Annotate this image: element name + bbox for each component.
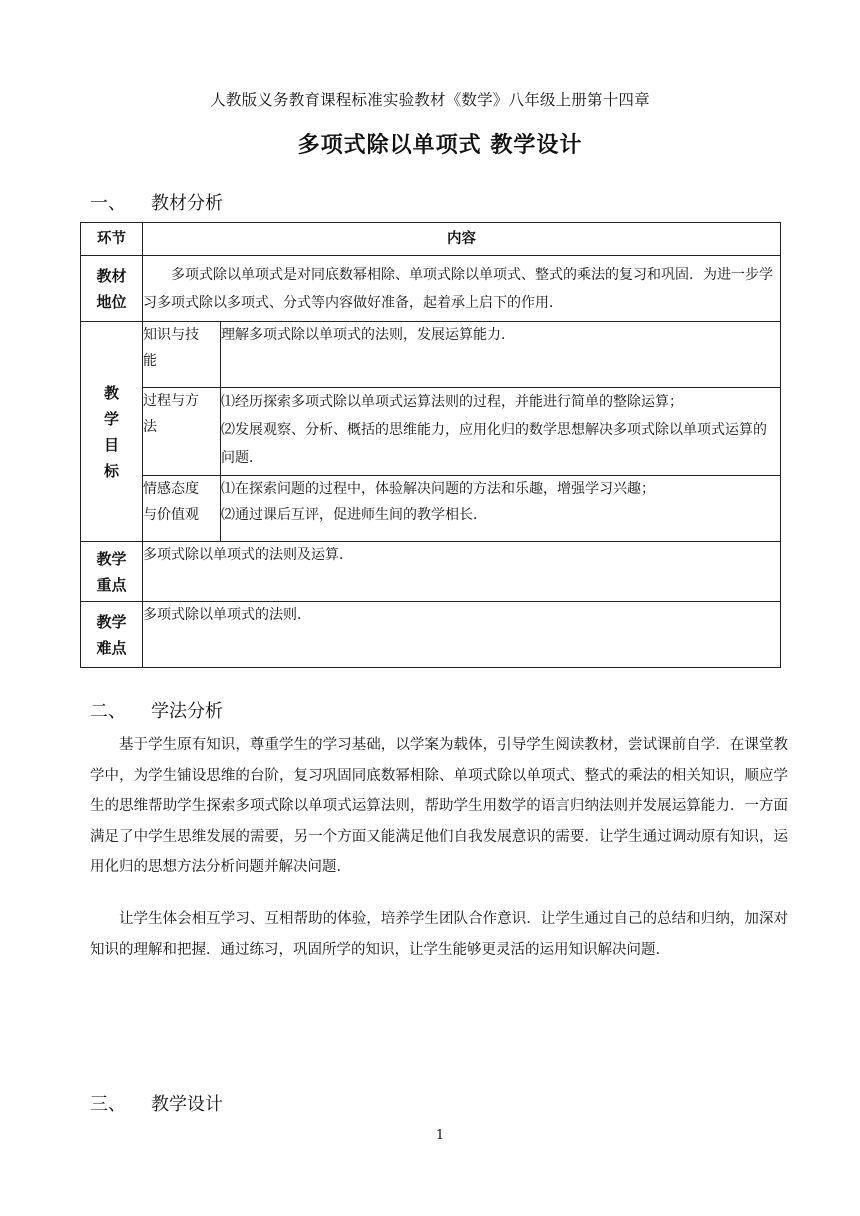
goal-category-knowledge — [143, 322, 221, 388]
goal-line: ⑴在探索问题的过程中，体验解决问题的方法和乐趣，增强学习兴趣； — [221, 481, 655, 497]
analysis-table — [80, 222, 781, 668]
label-char: 教 — [103, 383, 119, 402]
section-number: 三、 — [90, 1094, 126, 1115]
document-title: 多项式除以单项式 教学设计 — [297, 133, 583, 158]
goal-category-attitude — [143, 476, 221, 542]
section-number: 一、 — [90, 193, 126, 214]
goal-line: ⑴经历探索多项式除以单项式运算法则的过程，并能进行简单的整除运算； — [221, 394, 683, 410]
goal-line: 理解多项式除以单项式的法则，发展运算能力． — [221, 327, 515, 343]
goal-category-process — [143, 388, 221, 476]
section-heading-1 — [90, 189, 223, 215]
category-line: 知识与技 — [143, 327, 199, 343]
section-heading-3 — [90, 1090, 223, 1116]
category-line: 法 — [143, 419, 157, 435]
category-line: 与价值观 — [143, 507, 199, 523]
category-line: 情感态度 — [143, 481, 199, 497]
category-line: 过程与方 — [143, 393, 199, 409]
label-line: 教学 — [96, 612, 127, 631]
section-title: 学法分析 — [151, 701, 223, 722]
label-line: 教学 — [96, 549, 127, 568]
table-header-content: 内容 — [143, 223, 781, 256]
difficulty-text: 多项式除以单项式的法则． — [143, 602, 781, 668]
goal-line: ⑵通过课后互评，促进师生间的教学相长． — [221, 507, 487, 523]
row-label-goals — [81, 322, 143, 542]
goal-text-process — [221, 388, 781, 476]
label-line: 地位 — [96, 292, 127, 311]
section-title: 教材分析 — [151, 193, 223, 214]
row-label-difficulty — [81, 602, 143, 668]
label-char: 标 — [103, 461, 119, 480]
goal-text-knowledge — [221, 322, 781, 388]
key-text: 多项式除以单项式的法则及运算． — [143, 542, 781, 602]
label-line: 重点 — [96, 575, 127, 594]
goal-line: ⑵发展观察、分析、概括的思维能力，应用化归的数学思想解决多项式除以单项式运算的问题． — [221, 422, 767, 466]
document-subtitle: 人教版义务教育课程标准实验教材《数学》八年级上册第十四章 — [210, 91, 650, 109]
section-title: 教学设计 — [151, 1094, 223, 1115]
table-header-stage: 环节 — [81, 223, 143, 256]
label-char: 学 — [103, 409, 119, 428]
position-text: 多项式除以单项式是对同底数幂相除、单项式除以单项式、整式的乘法的复习和巩固．为进一步学习多项式除以多项式、分式等内容做好准备，起着承上启下的作用． — [143, 256, 781, 322]
section-number: 二、 — [90, 701, 126, 722]
label-char: 目 — [103, 435, 119, 454]
label-line: 教材 — [96, 266, 127, 285]
page-number: 1 — [435, 1128, 445, 1143]
category-line: 能 — [143, 353, 157, 369]
analysis-paragraph-2: 让学生体会相互学习、互相帮助的体验，培养学生团队合作意识．让学生通过自己的总结和归纳，加深对知识的理解和把握．通过练习，巩固所学的知识，让学生能够更灵活的运用知识解决问题． — [90, 911, 788, 958]
section-heading-2 — [90, 697, 223, 723]
row-label-key — [81, 542, 143, 602]
goal-text-attitude — [221, 476, 781, 542]
row-label-position — [81, 256, 143, 322]
label-line: 难点 — [96, 638, 127, 657]
analysis-paragraph-1: 基于学生原有知识，尊重学生的学习基础，以学案为载体，引导学生阅读教材，尝试课前自学．在课堂教学中，为学生铺设思维的台阶，复习巩固同底数幂相除、单项式除以单项式、整式的乘法的相关知识，顺应学生的思维帮助学生探索多项式除以单项式运算法则，帮助学生用数学的语言归纳法则并发展运算能力．一方面满足了中学生思维发展的需要，另一个方面又能满足他们自我发展意识的需要．让学生通过调动原有知识，运用化归的思想方法分析问题并解决问题． — [90, 737, 788, 875]
